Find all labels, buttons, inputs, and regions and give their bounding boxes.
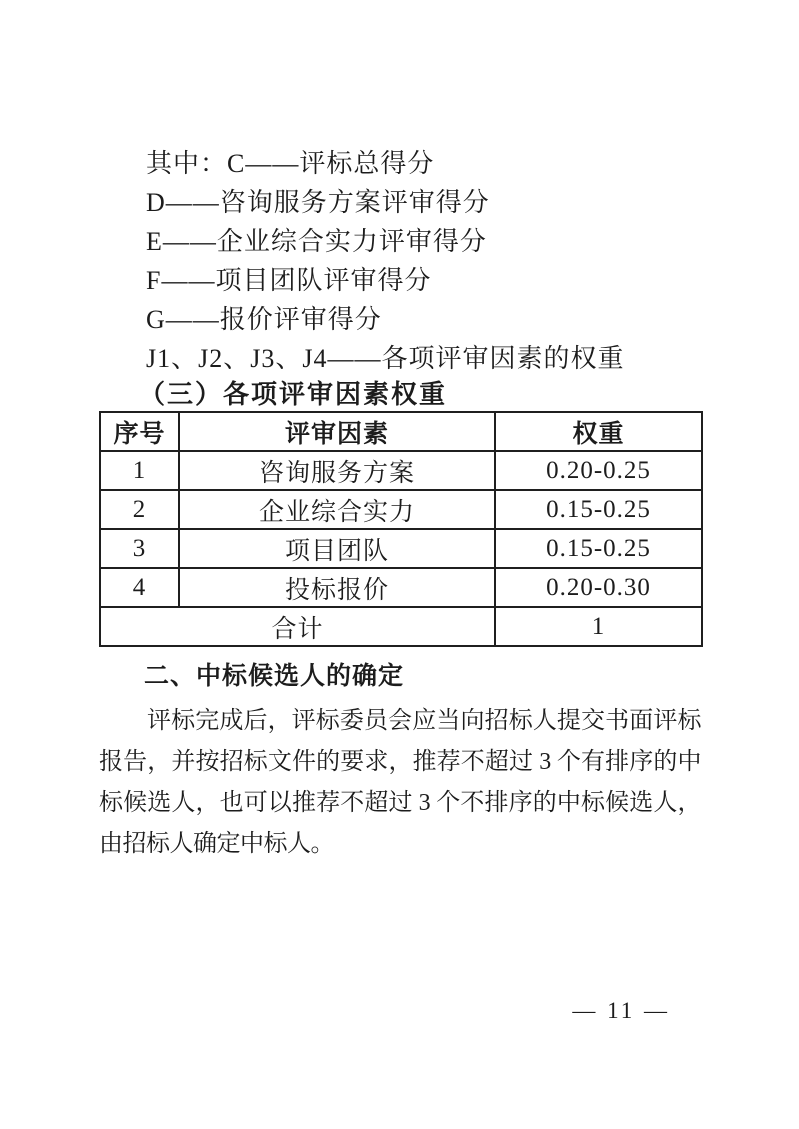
definition-line: J1、J2、J3、J4——各项评审因素的权重: [146, 344, 625, 373]
table-row: [100, 451, 702, 490]
table-row: [100, 529, 702, 568]
cell-seq: 3: [100, 529, 179, 568]
section-heading-winner-determination: 二、中标候选人的确定: [144, 662, 405, 690]
definition-line: 其中：C——评标总得分: [146, 149, 435, 178]
cell-weight: 0.15-0.25: [495, 529, 702, 568]
cell-factor: 咨询服务方案: [179, 451, 495, 490]
section-heading-weight-factors: （三）各项评审因素权重: [139, 380, 448, 409]
table-row: [100, 490, 702, 529]
cell-total-value: 1: [495, 607, 702, 646]
page-number: — 11 —: [572, 998, 670, 1023]
cell-factor: 企业综合实力: [179, 490, 495, 529]
table-header-seq: 序号: [100, 412, 179, 451]
cell-seq: 2: [100, 490, 179, 529]
weights-table: [99, 411, 703, 647]
definition-line: D——咨询服务方案评审得分: [146, 188, 490, 217]
cell-total-label: 合计: [100, 607, 495, 646]
definition-list: [99, 144, 701, 378]
table-header-row: [100, 412, 702, 451]
cell-weight: 0.20-0.30: [495, 568, 702, 607]
content-area: [99, 144, 701, 889]
table-row: [100, 568, 702, 607]
definition-line: F——项目团队评审得分: [146, 266, 432, 295]
cell-factor: 投标报价: [179, 568, 495, 607]
cell-weight: 0.15-0.25: [495, 490, 702, 529]
table-total-row: [100, 607, 702, 646]
definition-line: E——企业综合实力评审得分: [146, 227, 487, 256]
table-header-weight: 权重: [495, 412, 702, 451]
cell-seq: 1: [100, 451, 179, 490]
cell-weight: 0.20-0.25: [495, 451, 702, 490]
body-paragraph: 评标完成后，评标委员会应当向招标人提交书面评标报告，并按招标文件的要求，推荐不超过 3 个有排序的中标候选人，也可以推荐不超过 3 个不排序的中标候选人，由招标人确定中标人。: [99, 708, 701, 857]
cell-factor: 项目团队: [179, 529, 495, 568]
table-header-factor: 评审因素: [179, 412, 495, 451]
cell-seq: 4: [100, 568, 179, 607]
definition-line: G——报价评审得分: [146, 305, 382, 334]
